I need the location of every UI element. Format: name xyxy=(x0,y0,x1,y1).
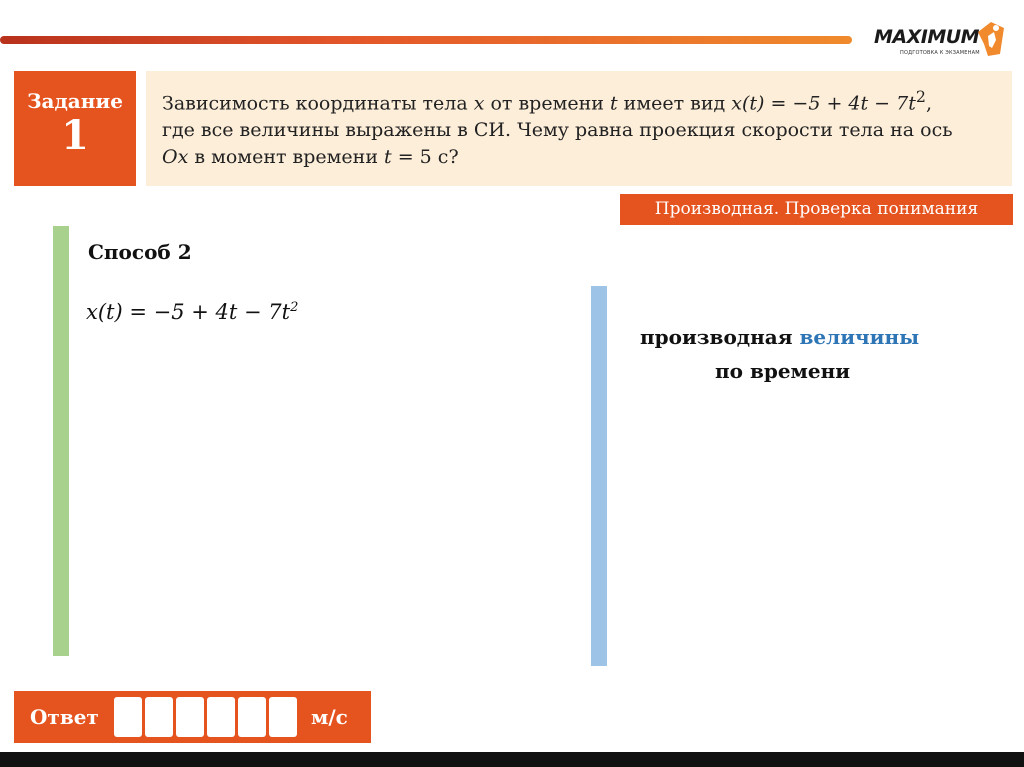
answer-cell[interactable] xyxy=(114,697,142,737)
var-t: t xyxy=(384,146,392,169)
equation-power: 2 xyxy=(915,87,926,106)
answer-bar xyxy=(14,691,371,743)
answer-cell[interactable] xyxy=(207,697,235,737)
var-x: x xyxy=(473,92,485,115)
logo-wordmark: MAXIMUM xyxy=(874,26,980,48)
question-text: от времени xyxy=(484,92,610,115)
question-box xyxy=(146,71,1012,186)
answer-cell[interactable] xyxy=(269,697,297,737)
answer-cell[interactable] xyxy=(145,697,173,737)
topic-tag: Производная. Проверка понимания xyxy=(620,194,1013,225)
method-title: Способ 2 xyxy=(88,240,192,264)
task-label: Задание xyxy=(27,89,123,113)
question-text: = 5 с? xyxy=(391,146,459,169)
axis-ox: Ox xyxy=(162,146,189,169)
note-line-2: по времени xyxy=(715,359,851,383)
question-text: , xyxy=(925,92,932,115)
question-text: Зависимость координаты тела xyxy=(162,92,474,115)
question-text: в момент времени xyxy=(188,146,385,169)
header-gradient-line xyxy=(0,36,852,44)
formula-text: x(t) = −5 + 4t − 7t xyxy=(86,300,291,324)
question-line-2: где все величины выражены в СИ. Чему равна проекция скорости тела на ось xyxy=(162,119,953,142)
question-line-3 xyxy=(162,144,996,171)
bottom-strip xyxy=(0,752,1024,767)
question-equation: x(t) = −5 + 4t − 7t xyxy=(731,92,916,115)
maximum-logo xyxy=(870,18,1010,62)
method-accent-bar xyxy=(53,226,69,656)
answer-unit: м/с xyxy=(311,705,348,729)
note-line-1 xyxy=(640,325,919,349)
var-t: t xyxy=(609,92,618,115)
answer-cell[interactable] xyxy=(176,697,204,737)
note-accent-bar xyxy=(591,286,607,666)
answer-cell[interactable] xyxy=(238,697,266,737)
question-line-1 xyxy=(162,83,996,117)
formula-power: 2 xyxy=(290,300,299,315)
task-badge xyxy=(14,71,136,186)
question-text: имеет вид xyxy=(617,92,732,115)
logo-subtitle: ПОДГОТОВКА К ЭКЗАМЕНАМ xyxy=(900,50,980,56)
task-number: 1 xyxy=(61,112,89,159)
answer-label: Ответ xyxy=(30,705,99,729)
answer-cells xyxy=(114,697,297,737)
note-accent-word: величины xyxy=(799,325,920,349)
runner-mark-icon xyxy=(974,18,1008,58)
method-formula xyxy=(86,300,298,324)
note-text: производная xyxy=(640,325,800,349)
